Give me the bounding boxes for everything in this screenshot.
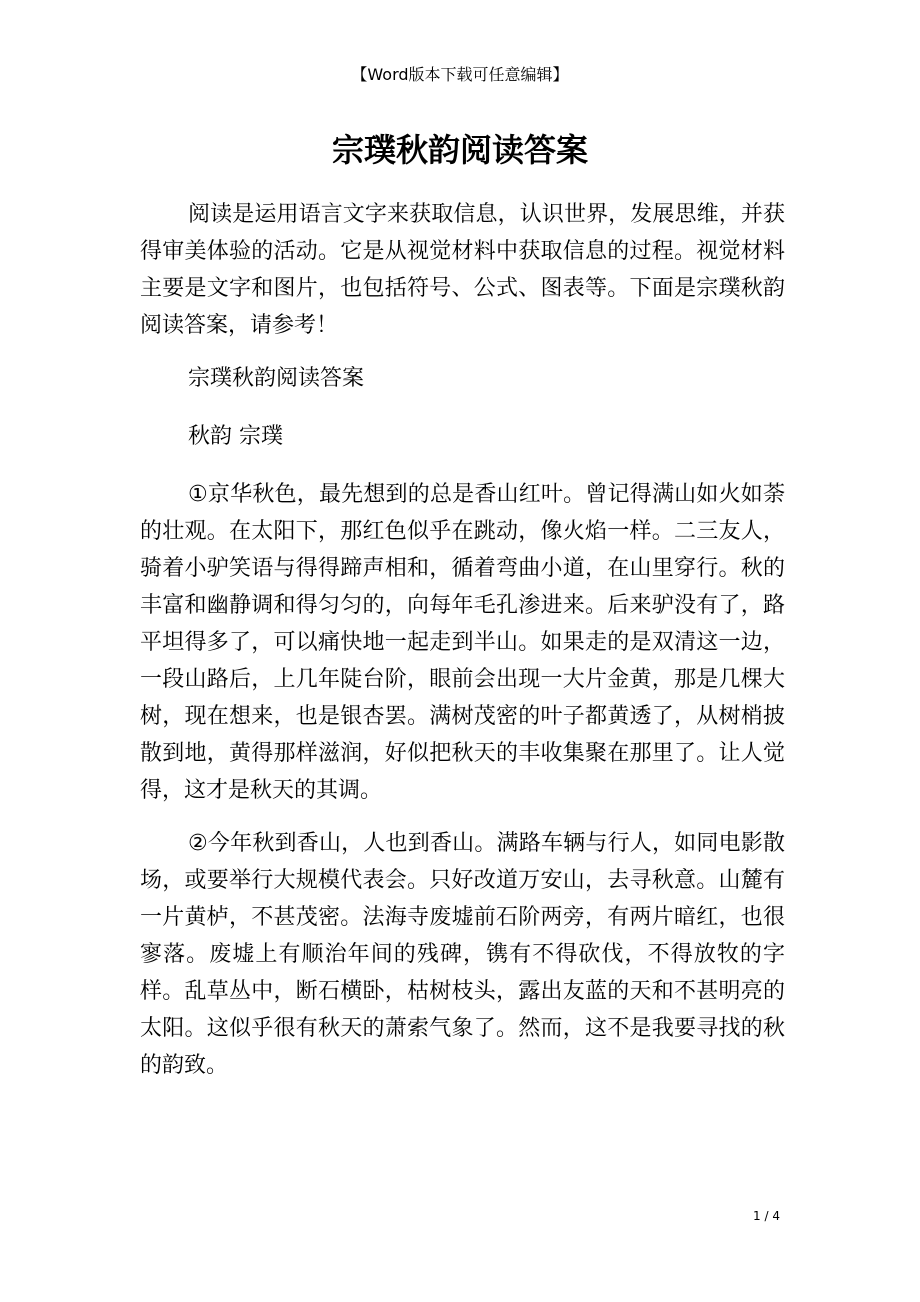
essay-paragraph-1: ①京华秋色，最先想到的总是香山红叶。曾记得满山如火如荼的壮观。在太阳下，那红色似乎在跳动，像火焰一样。二三友人，骑着小驴笑语与得得蹄声相和，循着弯曲小道，在山里穿行。秋的丰富和幽静调和得匀匀的，向每年毛孔渗进来。后来驴没有了，路平坦得多了，可以痛快地一起走到半山。如果走的是双清这一边，一段山路后，上几年陡台阶，眼前会出现一大片金黄，那是几棵大树，现在想来，也是银杏罢。满树茂密的叶子都黄透了，从树梢披散到地，黄得那样滋润，好似把秋天的丰收集聚在那里了。让人觉得，这才是秋天的其调。 [140,482,785,803]
page-number: 1 / 4 [753,1209,780,1223]
document-body [140,196,785,1100]
essay-title-author: 秋韵 宗璞 [188,424,283,449]
intro-paragraph: 阅读是运用语言文字来获取信息，认识世界，发展思维，并获得审美体验的活动。它是从视觉材料中获取信息的过程。视觉材料主要是文字和图片，也包括符号、公式、图表等。下面是宗璞秋韵阅读答案，请参考！ [140,202,785,338]
section-heading: 宗璞秋韵阅读答案 [188,366,365,391]
page-header: 【Word版本下载可任意编辑】 [351,65,569,84]
document-title: 宗璞秋韵阅读答案 [331,131,588,169]
essay-paragraph-2: ②今年秋到香山，人也到香山。满路车辆与行人，如同电影散场，或要举行大规模代表会。只好改道万安山，去寻秋意。山麓有一片黄栌，不甚茂密。法海寺废墟前石阶两旁，有两片暗红，也很寥落。废墟上有顺治年间的残碑，镌有不得砍伐，不得放牧的字样。乱草丛中，断石横卧，枯树枝头，露出友蓝的天和不甚明亮的太阳。这似乎很有秋天的萧索气象了。然而，这不是我要寻找的秋的韵致。 [140,831,785,1078]
